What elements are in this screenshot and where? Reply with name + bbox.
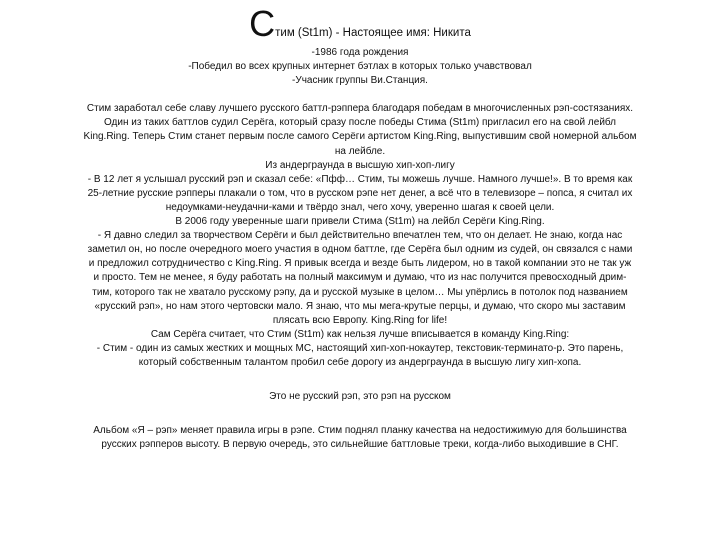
bio-line: - Я давно следил за творчеством Серёги и был действительно впечатлен тем, что он делает. Не знаю, когда нас (97, 230, 623, 242)
title-initial: С (249, 3, 276, 44)
bio-line: «русский рэп», но нам этого чертовски мало. Я знаю, что мы мега-крутые перцы, и думаю, что скоро мы заставим (94, 300, 626, 312)
bio-line: на лейбле. (334, 145, 386, 157)
page-title (0, 3, 720, 44)
bio-line: - В 12 лет я услышал русский рэп и сказал себе: «Пфф… Стим, ты можешь лучше. Намного лучше!». В то время как (87, 173, 633, 185)
fact-line: -1986 года рождения (311, 47, 409, 58)
bio-line: - Стим - один из самых жестких и мощных МС, настоящий хип-хоп-нокаутер, текстовик-терминато-р. Это парень, (96, 342, 624, 354)
title-text: тим (St1m) - Настоящее имя: Никита (275, 27, 471, 39)
spacer (48, 404, 672, 424)
bio-line: Сам Серёга считает, что Стим (St1m) как нельзя лучше вписывается в команду King.Ring: (150, 328, 570, 340)
bio-line: и предложил сотрудничество с King.Ring. Я привык всегда и везде быть лидером, но в такой компании это не так уж (88, 258, 632, 270)
bio-line: тим, которого так не хватало русскому рэпу, да и русской музыке в целом… Мы упёрлись в потолок под названием (92, 286, 628, 298)
section-heading: Из андерграунда в высшую хип-хоп-лигу (265, 159, 455, 171)
bio-line: Стим заработал себе славу лучшего русского баттл-рэппера благодаря победам в многочисленных рэп-состязаниях. (86, 103, 634, 115)
bio-line: King.Ring. Теперь Стим станет первым после самого Серёги артистом King.Ring, выпустившим свой номерной альбом (83, 131, 637, 143)
bio-line: плясать всю Европу. King.Ring for life! (272, 314, 448, 326)
slogan: Это не русский рэп, это рэп на русском (269, 391, 451, 403)
bio-line: 25-летние русские рэпперы плакали о том, что в русском рэпе нет денег, а всё что в телевизоре – попса, я считал их (87, 187, 633, 199)
fact-line: -Учасник группы Ви.Станция. (292, 75, 428, 87)
bio-line: и просто. Тем не менее, я буду работать на полный максимум и думаю, что из нас получится превосходный дрим- (93, 272, 627, 284)
spacer (48, 88, 672, 102)
document-body (48, 46, 672, 452)
bio-line: заметил он, но после очередного моего участия в одном баттле, где Серёга был одним из судей, он связался с нами (87, 244, 633, 256)
fact-line: -Победил во всех крупных интернет бэтлах в которых только учавствовал (188, 61, 532, 73)
album-line: русских рэпперов высоту. В первую очередь, это сильнейшие баттловые треки, когда-либо выходившие в СНГ. (101, 439, 619, 451)
album-line: Альбом «Я – рэп» меняет правила игры в рэпе. Стим поднял планку качества на недостижимую для большинства (93, 425, 627, 437)
bio-line: недоумками-неудачни-ками и твёрдо знал, чего хочу, уверенно шагая к своей цели. (165, 201, 555, 213)
bio-line: который собственным талантом пробил себе дорогу из андерграунда в высшую лигу хип-хопа. (138, 356, 582, 368)
bio-line: Один из таких баттлов судил Серёга, который сразу после победы Стима (St1m) пригласил его на свой лейбл (103, 117, 617, 129)
spacer (48, 370, 672, 390)
bio-line: В 2006 году уверенные шаги привели Стима (St1m) на лейбл Серёги King.Ring. (175, 216, 545, 228)
